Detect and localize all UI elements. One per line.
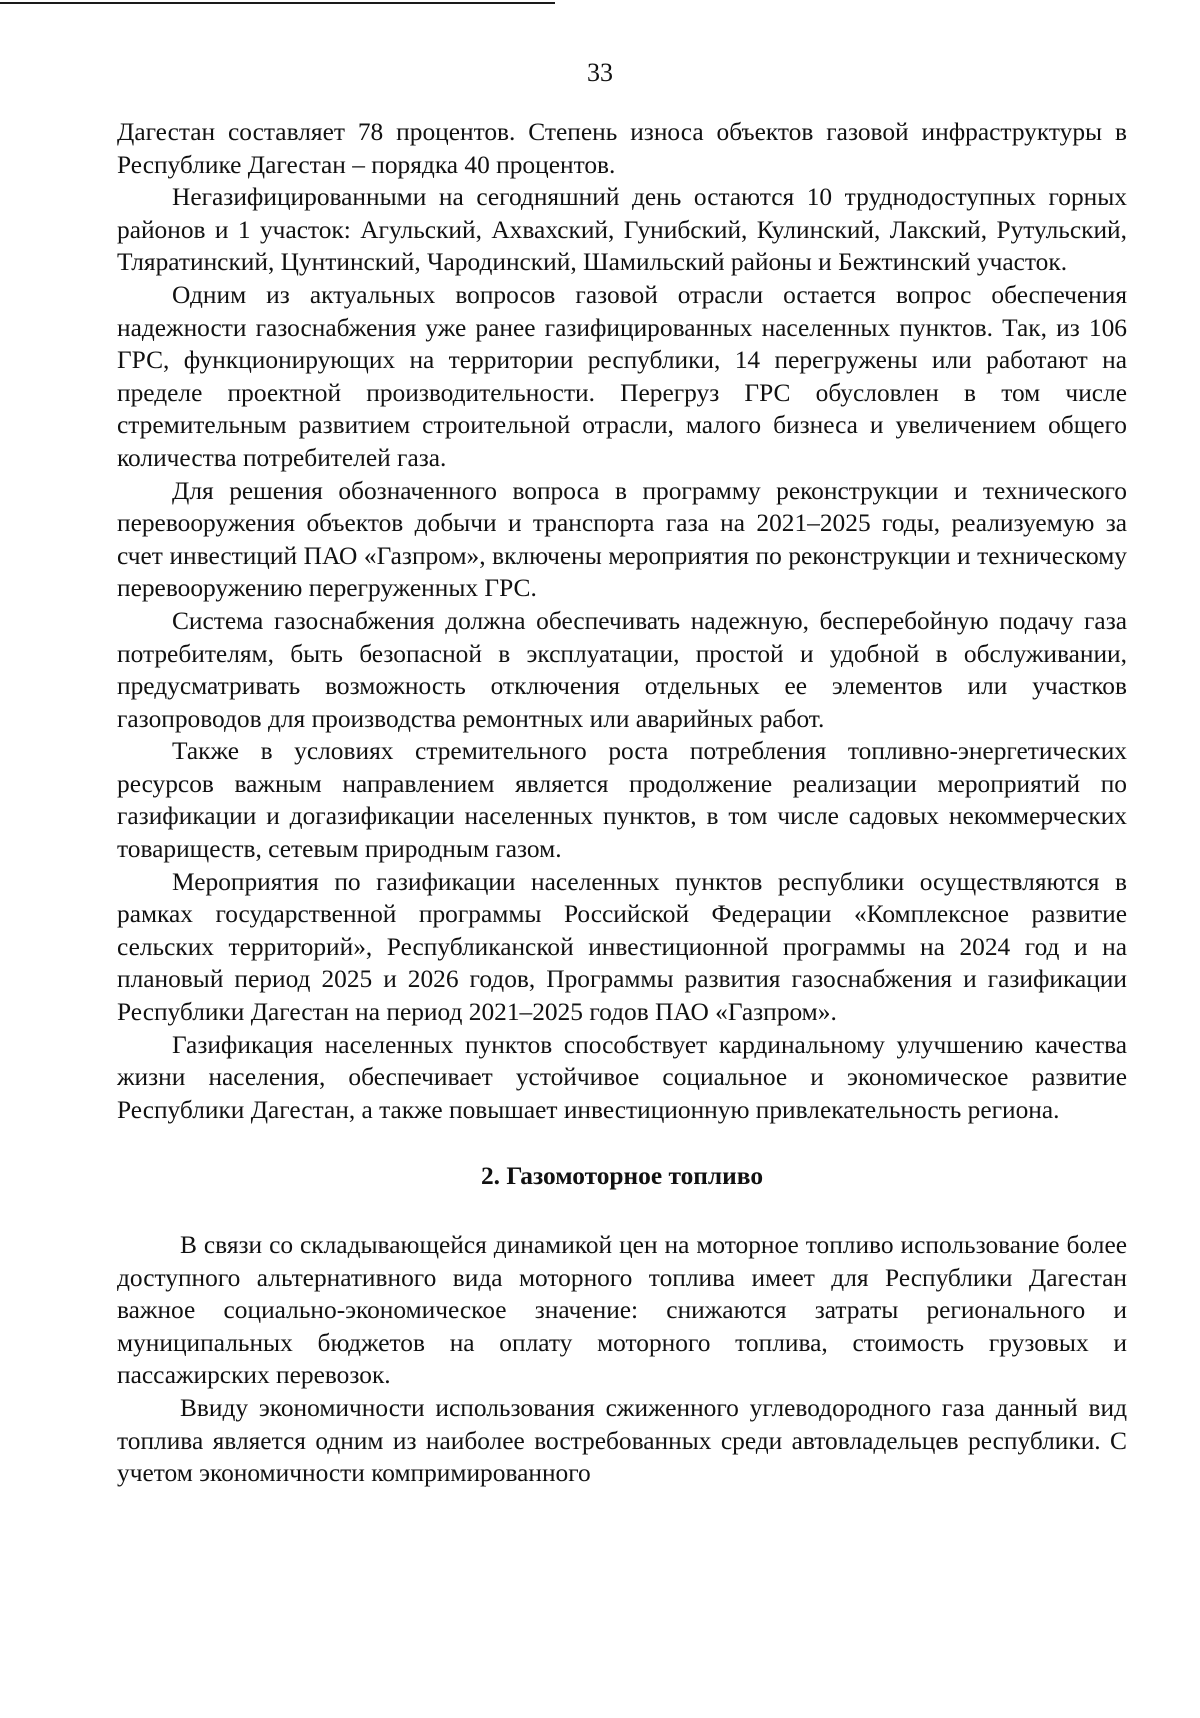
top-rule: [0, 2, 555, 4]
page-number: 33: [587, 58, 613, 87]
section-heading: 2. Газомоторное топливо: [480, 1162, 764, 1191]
paragraph: Для решения обозначенного вопроса в программу реконструкции и технического перевооружения объектов добычи и транспорта газа на 2021–2025 годы, реализуемую за счет инвестиций ПАО «Газпром», включены мероприятия по реконструкции и техническому перевооружению перегруженных ГРС.: [117, 476, 1127, 603]
paragraph: Газификация населенных пунктов способствует кардинальному улучшению качества жизни населения, обеспечивает устойчивое социальное и экономическое развитие Республики Дагестан, а также повышает инвестиционную привлекательность региона.: [117, 1030, 1127, 1124]
paragraph: Негазифицированными на сегодняшний день остаются 10 труднодоступных горных районов и 1 участок: Агульский, Ахвахский, Гунибский, Кулинский, Лакский, Рутульский, Тляратинский, Цунтинский, Чародинский, Шамильский районы и Бежтинский участок.: [117, 183, 1127, 277]
document-body: [117, 116, 1127, 1490]
paragraph: Дагестан составляет 78 процентов. Степень износа объектов газовой инфраструктуры в Республике Дагестан – порядка 40 процентов.: [117, 118, 1127, 179]
paragraph: Ввиду экономичности использования сжиженного углеводородного газа данный вид топлива является одним из наиболее востребованных среди автовладельцев республики. С учетом экономичности компримированного: [117, 1393, 1127, 1488]
paragraph: Одним из актуальных вопросов газовой отрасли остается вопрос обеспечения надежности газоснабжения уже ранее газифицированных населенных пунктов. Так, из 106 ГРС, функционирующих на территории республики, 14 перегружены или работают на пределе проектной производительности. Перегруз ГРС обусловлен в том числе стремительным развитием строительной отрасли, малого бизнеса и увеличением общего количества потребителей газа.: [117, 280, 1127, 472]
paragraph: В связи со складывающейся динамикой цен на моторное топливо использование более доступного альтернативного вида моторного топлива имеет для Республики Дагестан важное социально-экономическое значение: снижаются затраты регионального и муниципальных бюджетов на оплату моторного топлива, стоимость грузовых и пассажирских перевозок.: [117, 1231, 1127, 1390]
paragraph: Система газоснабжения должна обеспечивать надежную, бесперебойную подачу газа потребителям, быть безопасной в эксплуатации, простой и удобной в обслуживании, предусматривать возможность отключения отдельных ее элементов или участков газопроводов для производства ремонтных или аварийных работ.: [117, 606, 1127, 733]
paragraph: Мероприятия по газификации населенных пунктов республики осуществляются в рамках государственной программы Российской Федерации «Комплексное развитие сельских территорий», Республиканской инвестиционной программы на 2024 год и на плановый период 2025 и 2026 годов, Программы развития газоснабжения и газификации Республики Дагестан на период 2021–2025 годов ПАО «Газпром».: [117, 867, 1127, 1027]
paragraph: Также в условиях стремительного роста потребления топливно-энергетических ресурсов важным направлением является продолжение реализации мероприятий по газификации и догазификации населенных пунктов, в том числе садовых некоммерческих товариществ, сетевым природным газом.: [117, 737, 1127, 864]
